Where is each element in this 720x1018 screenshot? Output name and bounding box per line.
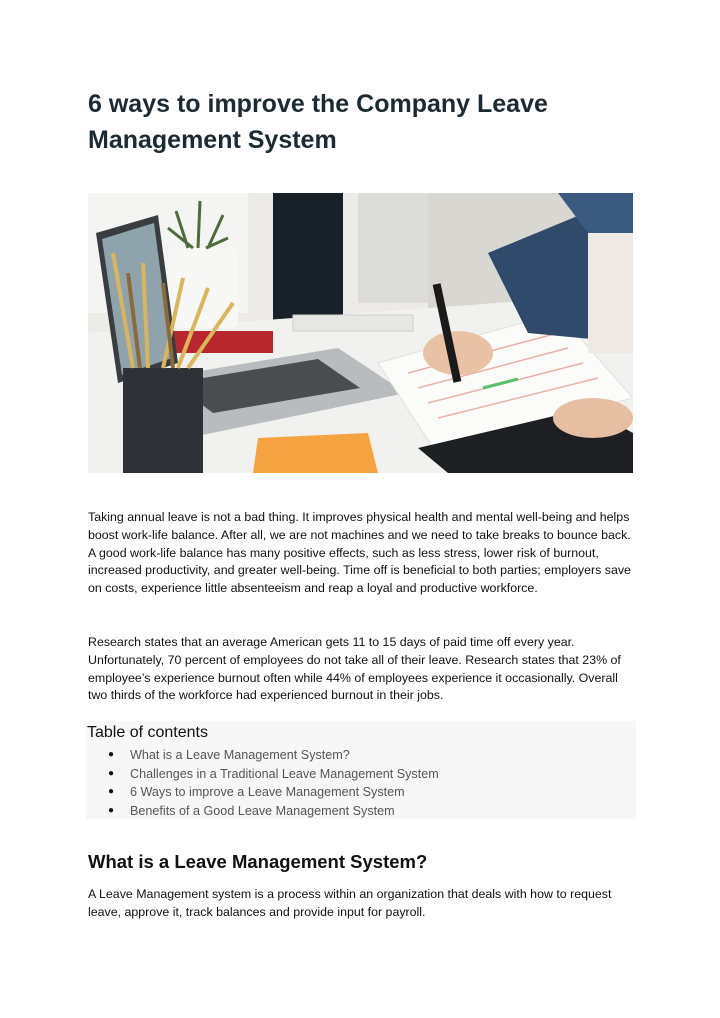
toc-link-what-is[interactable]: What is a Leave Management System?	[130, 748, 350, 762]
toc-item	[86, 802, 439, 821]
toc-item	[86, 765, 439, 784]
article-title: 6 ways to improve the Company Leave Management System	[88, 90, 548, 154]
toc-title: Table of contents	[87, 724, 208, 741]
toc-item	[86, 746, 439, 765]
toc-link-benefits[interactable]: Benefits of a Good Leave Management System	[130, 803, 395, 818]
intro-paragraph: Taking annual leave is not a bad thing. It improves physical health and mental well-being and helps boost work-life balance. After all, we are not machines and we need to take breaks to bounce back. A good work-life balance has many positive effects, such as less stress, lower risk of burnout, increased productivity, and greater well-being. Time off is beneficial to both parties; employers save on costs, experience little absenteeism and reap a loyal and productive workforce.	[88, 510, 631, 596]
bullet-icon: ●	[108, 804, 115, 816]
hero-image	[88, 193, 633, 473]
toc-item	[86, 783, 439, 802]
bullet-icon: ●	[108, 767, 115, 779]
section-heading: What is a Leave Management System?	[88, 851, 428, 872]
section-paragraph: A Leave Management system is a process within an organization that deals with how to request leave, approve it, track balances and provide input for payroll.	[88, 887, 612, 919]
toc-list	[86, 746, 439, 820]
research-paragraph: Research states that an average American gets 11 to 15 days of paid time off every year. Unfortunately, 70 percent of employees do not take all of their leave. Research states that 23% of employee’s experience burnout often while 44% of employees experience it occasionally. Overall two thirds of the workforce had experienced burnout in their jobs.	[88, 635, 621, 703]
bullet-icon: ●	[108, 749, 115, 760]
table-of-contents	[86, 721, 636, 819]
toc-link-challenges[interactable]: Challenges in a Traditional Leave Management System	[130, 766, 439, 781]
bullet-icon: ●	[108, 786, 115, 798]
toc-link-six-ways[interactable]: 6 Ways to improve a Leave Management System	[130, 785, 405, 800]
